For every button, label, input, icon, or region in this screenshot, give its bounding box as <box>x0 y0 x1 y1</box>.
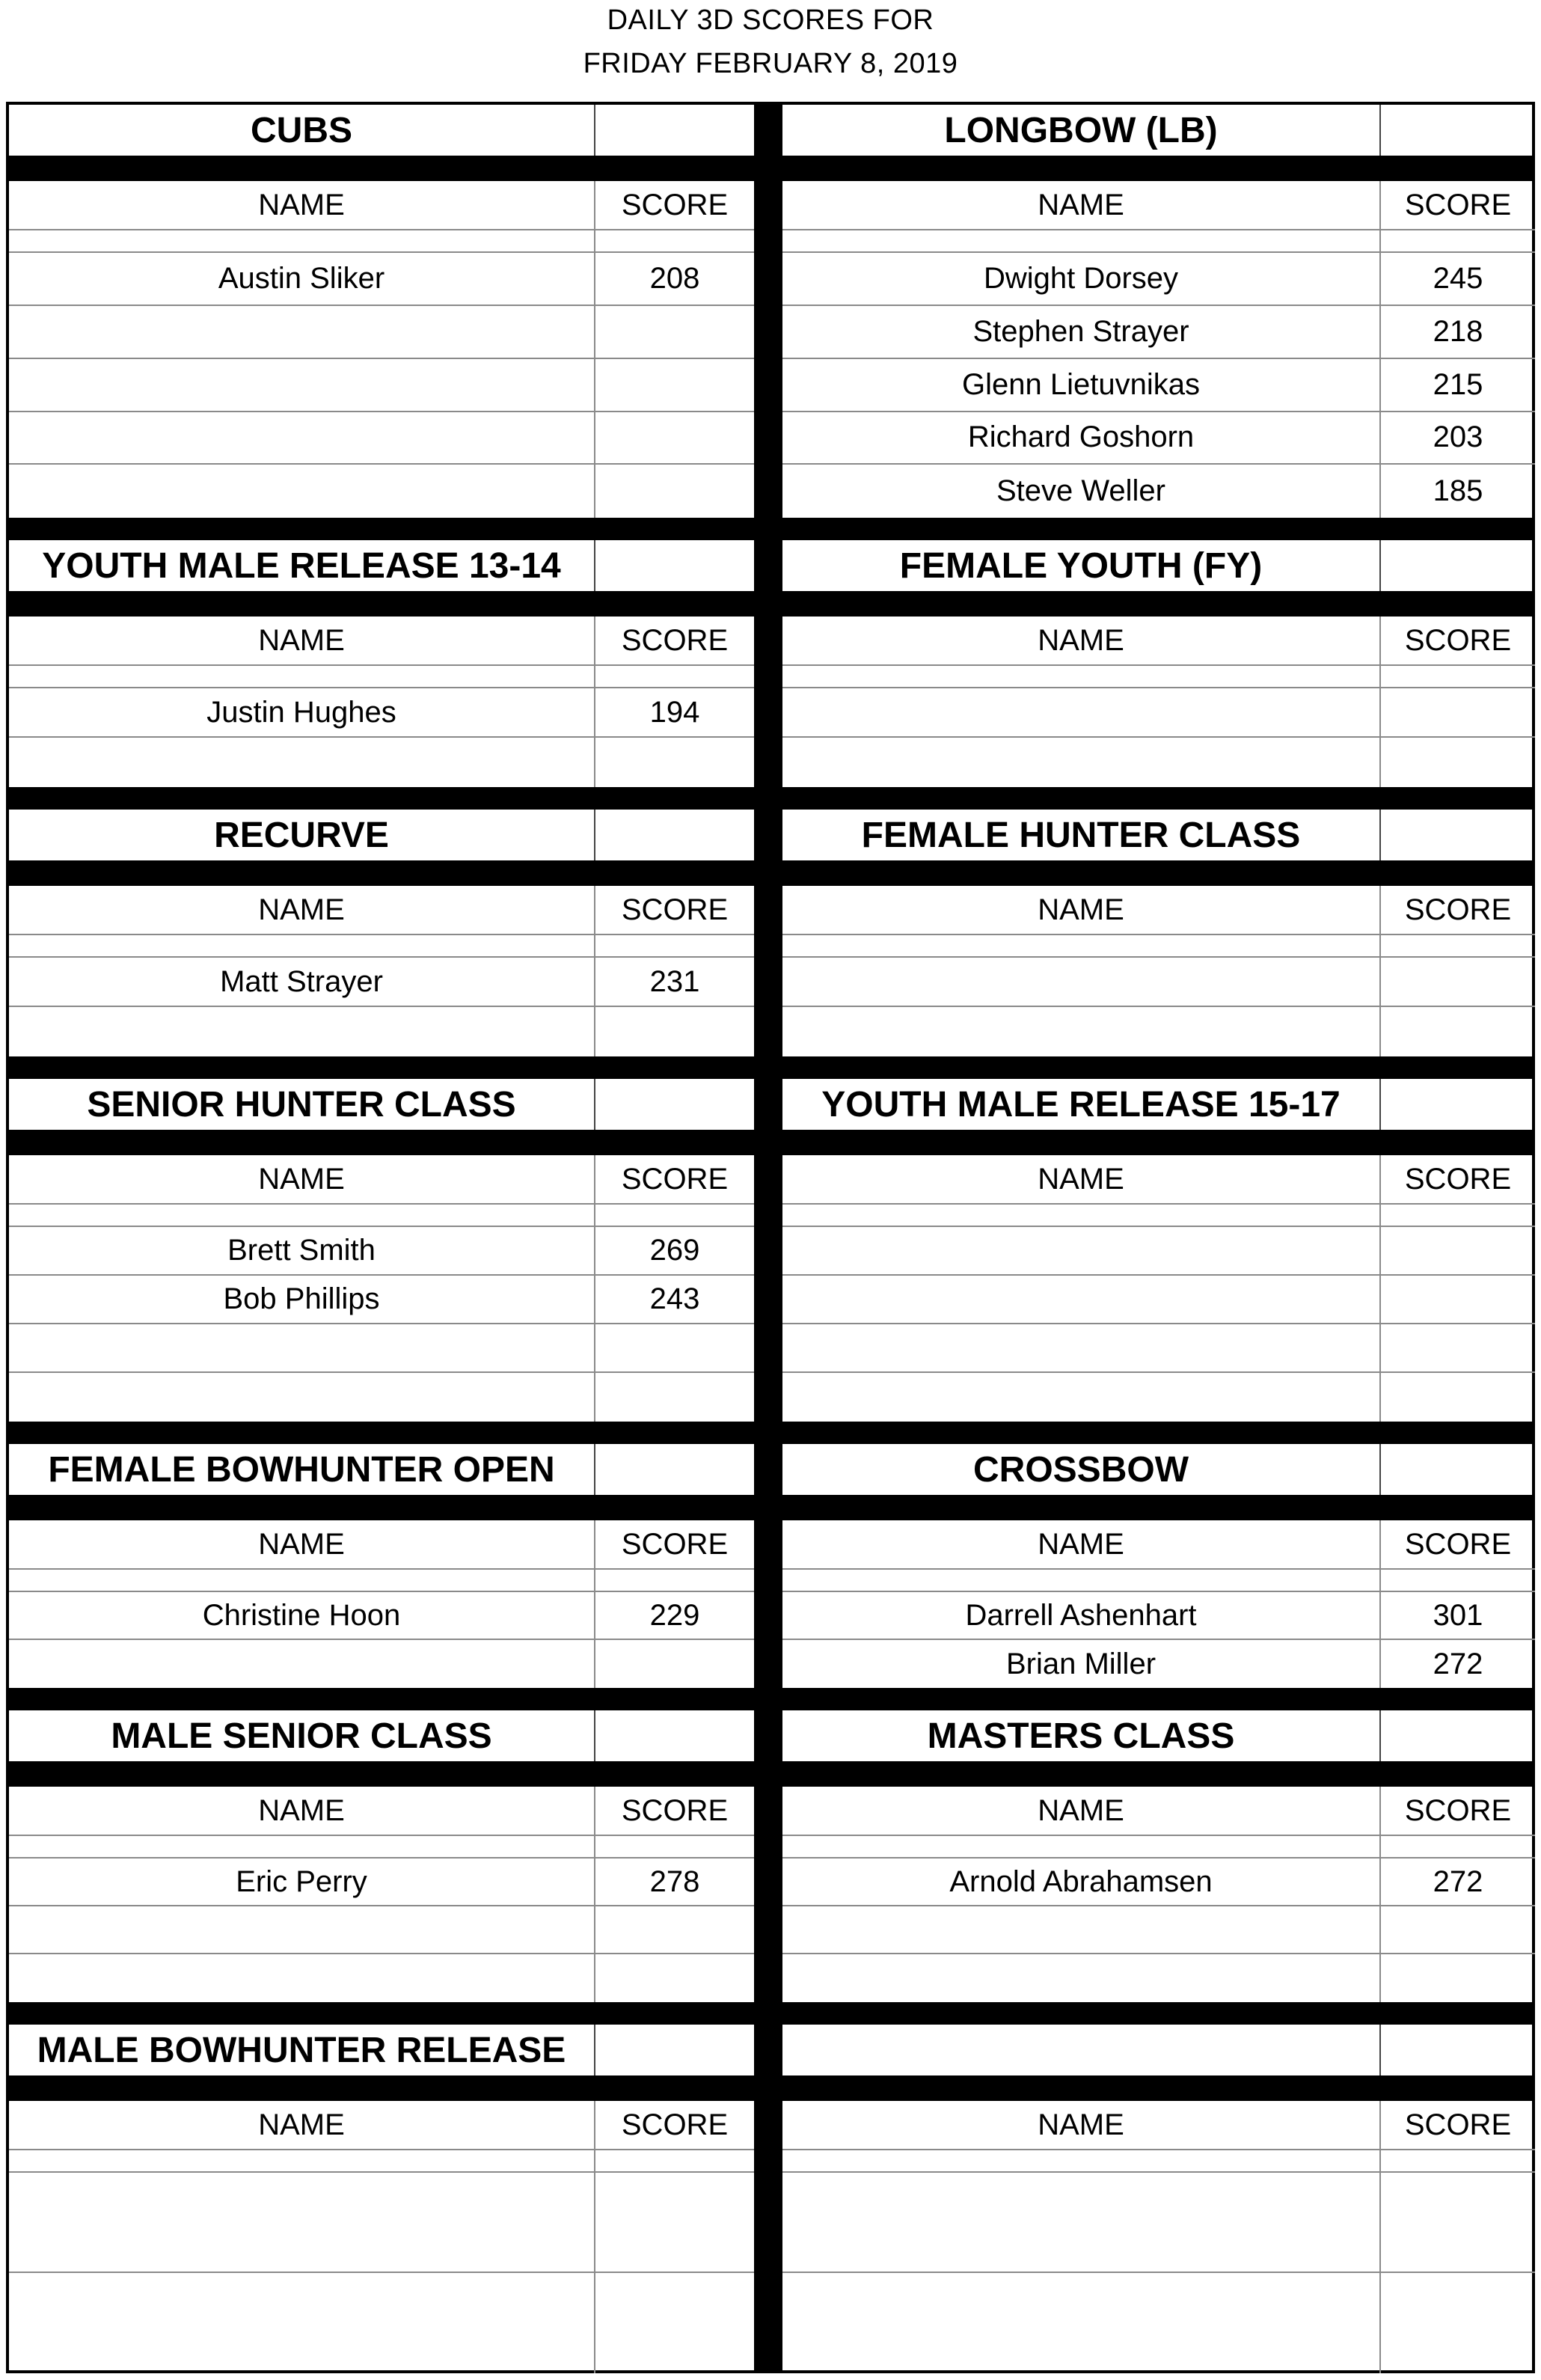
archer-name <box>782 1373 1381 1422</box>
archer-score: 185 <box>1433 474 1483 507</box>
archer-name: Christine Hoon <box>9 1592 595 1639</box>
spacer-name-cell <box>782 1570 1381 1591</box>
archer-score: 243 <box>649 1282 700 1315</box>
score-row <box>9 1227 754 1276</box>
score-row <box>782 2173 1535 2273</box>
header-bar <box>9 1764 754 1787</box>
header-bar <box>782 159 1535 181</box>
header-bar <box>9 2078 754 2101</box>
category-header <box>782 105 1535 159</box>
category-section-youth-male-release-13-14 <box>9 518 754 787</box>
archer-name: Dwight Dorsey <box>782 253 1381 305</box>
column-header-row <box>9 886 754 935</box>
name-column-header: NAME <box>9 2101 595 2149</box>
category-header <box>9 540 754 594</box>
archer-score <box>595 1373 754 1422</box>
name-column-header: NAME <box>782 2101 1381 2149</box>
score-row <box>782 1592 1535 1640</box>
spacer-row <box>782 1205 1535 1227</box>
score-column-header: SCORE <box>1404 1793 1512 1827</box>
header-bar <box>9 863 754 886</box>
category-title-score-cell <box>1381 1079 1535 1130</box>
header-bar <box>782 863 1535 886</box>
spacer-score-cell <box>595 935 754 956</box>
archer-name <box>9 1640 595 1688</box>
archer-score: 215 <box>1433 368 1483 401</box>
spacer-row <box>9 2150 754 2173</box>
category-section-female-bowhunter-open <box>9 1422 754 1688</box>
column-header-row <box>9 1520 754 1570</box>
archer-name <box>782 2173 1381 2272</box>
score-column-header: SCORE <box>621 1793 729 1827</box>
column-header-row <box>9 617 754 666</box>
category-title-score-cell <box>1381 810 1535 860</box>
spacer-score-cell <box>595 1205 754 1226</box>
score-row <box>9 1276 754 1324</box>
spacer-name-cell <box>9 2150 595 2171</box>
category-header <box>9 105 754 159</box>
spacer-row <box>782 1836 1535 1859</box>
archer-name <box>9 1324 595 1371</box>
spacer-row <box>9 230 754 253</box>
score-row <box>782 1640 1535 1688</box>
header-bar <box>782 1498 1535 1520</box>
section-separator-bar <box>782 1056 1535 1079</box>
score-row <box>9 738 754 787</box>
archer-name <box>9 1954 595 2002</box>
archer-score <box>1381 1906 1535 1953</box>
category-header <box>782 1710 1535 1764</box>
archer-name <box>782 688 1381 736</box>
archer-name <box>782 1324 1381 1371</box>
category-header <box>9 1710 754 1764</box>
column-header-row <box>782 1520 1535 1570</box>
spacer-name-cell <box>9 1570 595 1591</box>
column-header-row <box>782 886 1535 935</box>
category-title-score-cell <box>595 810 754 860</box>
score-row <box>9 412 754 465</box>
archer-score: 272 <box>1433 1864 1483 1898</box>
archer-score <box>595 2173 754 2272</box>
category-section-senior-hunter-class <box>9 1056 754 1422</box>
category-title-score-cell <box>1381 1710 1535 1761</box>
archer-name <box>782 958 1381 1006</box>
spacer-name-cell <box>782 1205 1381 1226</box>
archer-score: 208 <box>649 262 700 295</box>
spacer-name-cell <box>782 935 1381 956</box>
score-column-header: SCORE <box>621 893 729 926</box>
column-header-row <box>782 2101 1535 2150</box>
archer-score: 203 <box>1433 420 1483 453</box>
section-separator-bar <box>9 1688 754 1710</box>
archer-score: 229 <box>649 1598 700 1632</box>
score-row <box>9 1640 754 1688</box>
score-row <box>782 359 1535 412</box>
category-header <box>782 810 1535 863</box>
spacer-score-cell <box>595 1570 754 1591</box>
score-row <box>9 1954 754 2002</box>
score-row <box>9 306 754 359</box>
archer-name <box>9 738 595 787</box>
archer-score <box>1381 1227 1535 1274</box>
spacer-score-cell <box>1381 230 1535 251</box>
score-row <box>782 306 1535 359</box>
category-title: MASTERS CLASS <box>782 1710 1381 1761</box>
category-header <box>9 1444 754 1498</box>
name-column-header: NAME <box>782 617 1381 664</box>
archer-score <box>595 306 754 358</box>
spacer-row <box>9 666 754 688</box>
header-bar <box>9 159 754 181</box>
category-title: MALE BOWHUNTER RELEASE <box>9 2025 595 2075</box>
category-title: LONGBOW (LB) <box>782 105 1381 156</box>
column-header-row <box>9 181 754 230</box>
archer-score: 278 <box>649 1864 700 1898</box>
category-title: RECURVE <box>9 810 595 860</box>
category-section-crossbow <box>782 1422 1535 1688</box>
score-row <box>9 1906 754 1954</box>
section-separator-bar <box>9 2002 754 2025</box>
score-row <box>782 1276 1535 1324</box>
spacer-name-cell <box>782 2150 1381 2171</box>
header-bar <box>9 594 754 617</box>
category-title-score-cell <box>595 1444 754 1495</box>
spacer-name-cell <box>782 1836 1381 1857</box>
category-title-score-cell <box>595 2025 754 2075</box>
score-row <box>9 253 754 306</box>
archer-name: Austin Sliker <box>9 253 595 305</box>
name-column-header: NAME <box>9 1155 595 1203</box>
archer-name <box>9 412 595 463</box>
category-header <box>782 1444 1535 1498</box>
category-section-longbow-lb <box>782 105 1535 518</box>
spacer-name-cell <box>782 230 1381 251</box>
column-header-row <box>9 1787 754 1836</box>
name-column-header: NAME <box>782 1787 1381 1835</box>
section-separator-bar <box>782 518 1535 540</box>
page-title-line-1: DAILY 3D SCORES FOR <box>607 4 934 36</box>
archer-name: Brian Miller <box>782 1640 1381 1688</box>
archer-score <box>595 465 754 518</box>
column-header-row <box>782 1155 1535 1205</box>
spacer-score-cell <box>1381 1570 1535 1591</box>
archer-name <box>9 306 595 358</box>
archer-name: Brett Smith <box>9 1227 595 1274</box>
spacer-row <box>782 666 1535 688</box>
category-title-score-cell <box>595 105 754 156</box>
category-section-male-bowhunter-release <box>9 2002 754 2373</box>
score-column-header: SCORE <box>621 1527 729 1561</box>
column-header-row <box>782 617 1535 666</box>
column-header-row <box>782 1787 1535 1836</box>
spacer-score-cell <box>595 2150 754 2171</box>
category-title: FEMALE HUNTER CLASS <box>782 810 1381 860</box>
score-row <box>782 1007 1535 1056</box>
archer-name <box>782 1906 1381 1953</box>
category-section-blank <box>782 2002 1535 2373</box>
score-row <box>782 253 1535 306</box>
archer-score <box>595 412 754 463</box>
spacer-row <box>9 1836 754 1859</box>
category-title: FEMALE YOUTH (FY) <box>782 540 1381 591</box>
category-section-cubs <box>9 105 754 518</box>
archer-name <box>782 1227 1381 1274</box>
category-header <box>782 540 1535 594</box>
header-bar <box>9 1133 754 1155</box>
spacer-score-cell <box>1381 666 1535 687</box>
archer-score: 269 <box>649 1234 700 1267</box>
spacer-name-cell <box>782 666 1381 687</box>
archer-name: Justin Hughes <box>9 688 595 736</box>
archer-name <box>9 1007 595 1056</box>
score-row <box>9 958 754 1007</box>
archer-score <box>595 2273 754 2373</box>
archer-score <box>595 1906 754 1953</box>
spacer-score-cell <box>1381 2150 1535 2171</box>
archer-score <box>1381 1007 1535 1056</box>
category-title: YOUTH MALE RELEASE 15-17 <box>782 1079 1381 1130</box>
score-row <box>9 2273 754 2373</box>
archer-name <box>9 465 595 518</box>
page-title-line-2: FRIDAY FEBRUARY 8, 2019 <box>583 48 958 79</box>
score-column-header: SCORE <box>1404 1162 1512 1196</box>
archer-score <box>1381 2273 1535 2373</box>
archer-name <box>782 2273 1381 2373</box>
category-title-score-cell <box>1381 105 1535 156</box>
score-column-header: SCORE <box>1404 623 1512 657</box>
score-row <box>782 465 1535 518</box>
archer-score <box>1381 1373 1535 1422</box>
name-column-header: NAME <box>9 617 595 664</box>
score-column-header: SCORE <box>621 1162 729 1196</box>
archer-name <box>782 1007 1381 1056</box>
score-column-header: SCORE <box>621 2108 729 2141</box>
spacer-name-cell <box>9 1836 595 1857</box>
column-header-row <box>9 1155 754 1205</box>
section-separator-bar <box>782 1422 1535 1444</box>
spacer-score-cell <box>1381 1205 1535 1226</box>
archer-score: 301 <box>1433 1598 1483 1632</box>
category-title <box>782 2025 1381 2075</box>
category-section-female-hunter-class <box>782 787 1535 1056</box>
score-row <box>9 465 754 518</box>
category-title: SENIOR HUNTER CLASS <box>9 1079 595 1130</box>
section-separator-bar <box>782 787 1535 810</box>
archer-name: Steve Weller <box>782 465 1381 518</box>
section-separator-bar <box>782 2002 1535 2025</box>
spacer-name-cell <box>9 666 595 687</box>
score-column-header: SCORE <box>1404 1527 1512 1561</box>
archer-score <box>595 1007 754 1056</box>
score-row <box>782 958 1535 1007</box>
name-column-header: NAME <box>9 1520 595 1568</box>
archer-name: Arnold Abrahamsen <box>782 1859 1381 1905</box>
category-title: YOUTH MALE RELEASE 13-14 <box>9 540 595 591</box>
archer-name: Darrell Ashenhart <box>782 1592 1381 1639</box>
spacer-score-cell <box>595 666 754 687</box>
score-row <box>782 412 1535 465</box>
category-title: CUBS <box>9 105 595 156</box>
score-column-header: SCORE <box>1404 893 1512 926</box>
archer-name: Glenn Lietuvnikas <box>782 359 1381 411</box>
category-section-male-senior-class <box>9 1688 754 2002</box>
archer-score <box>595 359 754 411</box>
column-divider <box>754 105 782 2370</box>
score-row <box>782 688 1535 738</box>
score-sheet <box>6 102 1535 2373</box>
archer-score <box>1381 1954 1535 2002</box>
score-column-header: SCORE <box>621 188 729 221</box>
category-section-youth-male-release-15-17 <box>782 1056 1535 1422</box>
score-row <box>9 1324 754 1373</box>
archer-name: Eric Perry <box>9 1859 595 1905</box>
archer-name <box>782 1954 1381 2002</box>
archer-name: Richard Goshorn <box>782 412 1381 463</box>
score-row <box>9 1373 754 1422</box>
archer-score <box>1381 738 1535 787</box>
name-column-header: NAME <box>782 1520 1381 1568</box>
archer-score: 245 <box>1433 262 1483 295</box>
section-separator-bar <box>9 518 754 540</box>
archer-score <box>1381 1324 1535 1371</box>
archer-name <box>9 2273 595 2373</box>
column-header-row <box>782 181 1535 230</box>
category-section-masters-class <box>782 1688 1535 2002</box>
score-row <box>782 1859 1535 1906</box>
archer-name <box>782 738 1381 787</box>
spacer-row <box>782 935 1535 958</box>
spacer-row <box>9 935 754 958</box>
spacer-row <box>782 230 1535 253</box>
score-row <box>9 2173 754 2273</box>
header-bar <box>9 1498 754 1520</box>
category-header <box>782 2025 1535 2078</box>
score-row <box>9 1592 754 1640</box>
spacer-score-cell <box>595 1836 754 1857</box>
archer-score: 231 <box>649 964 700 998</box>
archer-name <box>9 1373 595 1422</box>
archer-name: Stephen Strayer <box>782 306 1381 358</box>
column-header-row <box>9 2101 754 2150</box>
archer-score: 194 <box>649 695 700 729</box>
category-title-score-cell <box>1381 2025 1535 2075</box>
name-column-header: NAME <box>9 181 595 229</box>
category-title-score-cell <box>1381 1444 1535 1495</box>
archer-name <box>9 359 595 411</box>
spacer-name-cell <box>9 1205 595 1226</box>
score-column-header: SCORE <box>621 623 729 657</box>
category-title-score-cell <box>1381 540 1535 591</box>
name-column-header: NAME <box>782 1155 1381 1203</box>
category-section-recurve <box>9 787 754 1056</box>
score-column-header: SCORE <box>1404 188 1512 221</box>
score-row <box>782 1324 1535 1373</box>
category-header <box>782 1079 1535 1133</box>
spacer-row <box>782 2150 1535 2173</box>
archer-score <box>595 1640 754 1688</box>
spacer-score-cell <box>595 230 754 251</box>
spacer-name-cell <box>9 230 595 251</box>
archer-score: 272 <box>1433 1647 1483 1680</box>
spacer-row <box>9 1570 754 1592</box>
score-row <box>9 1007 754 1056</box>
archer-score: 218 <box>1433 315 1483 348</box>
score-column-header: SCORE <box>1404 2108 1512 2141</box>
header-bar <box>782 2078 1535 2101</box>
score-row <box>9 359 754 412</box>
archer-score <box>1381 958 1535 1006</box>
name-column-header: NAME <box>9 1787 595 1835</box>
archer-name: Matt Strayer <box>9 958 595 1006</box>
archer-score <box>595 1954 754 2002</box>
archer-name <box>782 1276 1381 1323</box>
category-header <box>9 2025 754 2078</box>
category-title-score-cell <box>595 1079 754 1130</box>
section-separator-bar <box>9 1422 754 1444</box>
score-row <box>782 2273 1535 2373</box>
header-bar <box>782 1133 1535 1155</box>
spacer-row <box>9 1205 754 1227</box>
archer-name <box>9 2173 595 2272</box>
archer-score <box>595 1324 754 1371</box>
spacer-row <box>782 1570 1535 1592</box>
category-title-score-cell <box>595 1710 754 1761</box>
score-row <box>782 1227 1535 1276</box>
section-separator-bar <box>9 1056 754 1079</box>
category-title-score-cell <box>595 540 754 591</box>
score-row <box>9 1859 754 1906</box>
category-title: FEMALE BOWHUNTER OPEN <box>9 1444 595 1495</box>
name-column-header: NAME <box>9 886 595 934</box>
category-header <box>9 1079 754 1133</box>
archer-score <box>1381 1276 1535 1323</box>
category-title: MALE SENIOR CLASS <box>9 1710 595 1761</box>
spacer-name-cell <box>9 935 595 956</box>
spacer-score-cell <box>1381 1836 1535 1857</box>
score-row <box>9 688 754 738</box>
name-column-header: NAME <box>782 181 1381 229</box>
section-separator-bar <box>782 1688 1535 1710</box>
name-column-header: NAME <box>782 886 1381 934</box>
score-row <box>782 1906 1535 1954</box>
category-title: CROSSBOW <box>782 1444 1381 1495</box>
header-bar <box>782 594 1535 617</box>
section-separator-bar <box>9 787 754 810</box>
score-row <box>782 738 1535 787</box>
category-header <box>9 810 754 863</box>
archer-score <box>1381 2173 1535 2272</box>
archer-score <box>595 738 754 787</box>
score-row <box>782 1373 1535 1422</box>
header-bar <box>782 1764 1535 1787</box>
score-row <box>782 1954 1535 2002</box>
category-section-female-youth-fy <box>782 518 1535 787</box>
archer-score <box>1381 688 1535 736</box>
spacer-score-cell <box>1381 935 1535 956</box>
archer-name: Bob Phillips <box>9 1276 595 1323</box>
archer-name <box>9 1906 595 1953</box>
